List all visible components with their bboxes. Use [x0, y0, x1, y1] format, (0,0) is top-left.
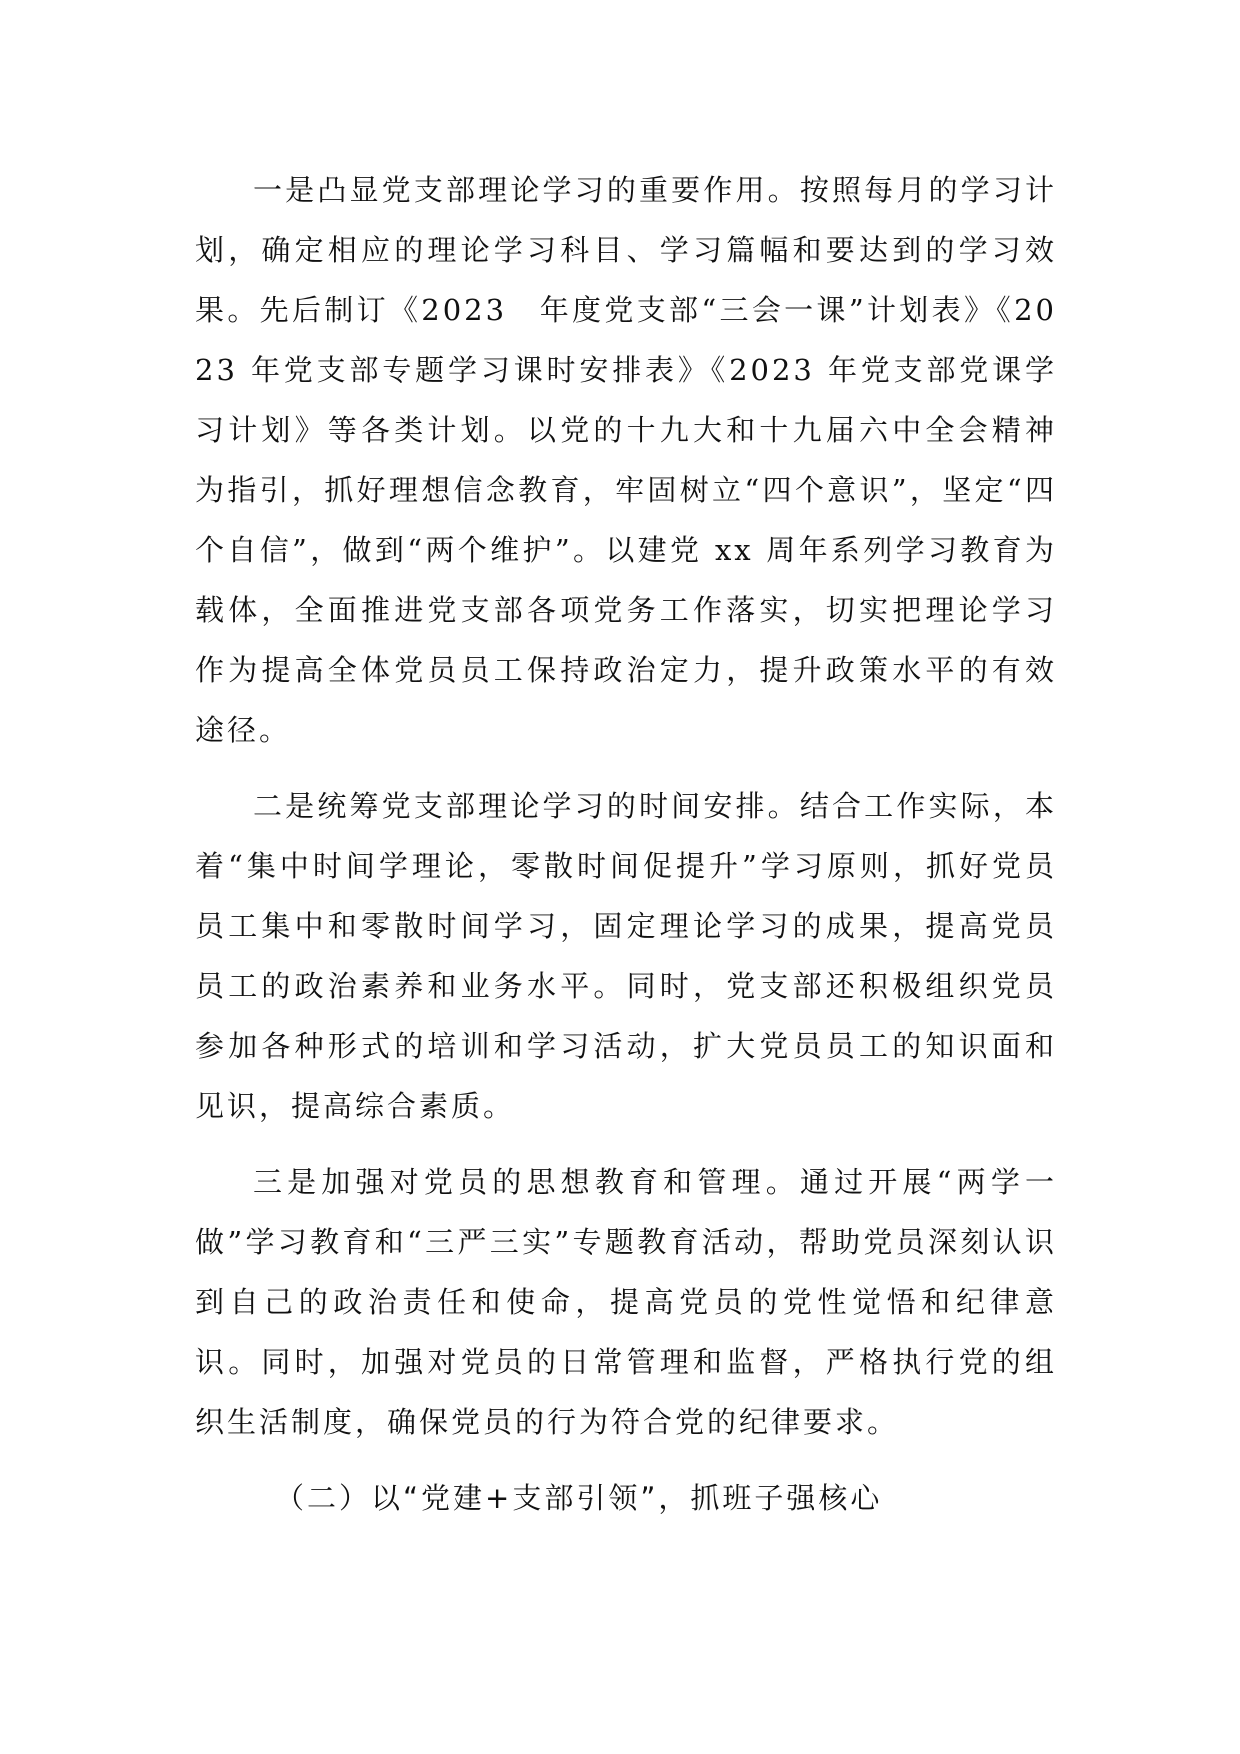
- section-heading: （二）以“党建+支部引领”，抓班子强核心: [275, 1481, 883, 1515]
- paragraph-member-education-management: 三是加强对党员的思想教育和管理。通过开展“两学一做”学习教育和“三严三实”专题教育活动，帮助党员深刻认识到自己的政治责任和使命，提高党员的党性觉悟和纪律意识。同时，加强对党员的日常管理和监督，严格执行党的组织生活制度，确保党员的行为符合党的纪律要求。: [195, 1165, 1057, 1439]
- document-body: [195, 160, 1057, 1528]
- paragraph-study-time-arrangement: 二是统筹党支部理论学习的时间安排。结合工作实际，本着“集中时间学理论，零散时间促提升”学习原则，抓好党员员工集中和零散时间学习，固定理论学习的成果，提高党员员工的政治素养和业务水平。同时，党支部还积极组织党员参加各种形式的培训和学习活动，扩大党员员工的知识面和见识，提高综合素质。: [195, 789, 1057, 1123]
- paragraph-theory-study-role: 一是凸显党支部理论学习的重要作用。按照每月的学习计划，确定相应的理论学习科目、学习篇幅和要达到的学习效果。先后制订《2023 年度党支部“三会一课”计划表》《2023 年党支部专题学习课时安排表》《2023 年党支部党课学习计划》等各类计划。以党的十九大和十九届六中全会精神为指引，抓好理想信念教育，牢固树立“四个意识”，坚定“四个自信”，做到“两个维护”。以建党 xx 周年系列学习教育为载体，全面推进党支部各项党务工作落实，切实把理论学习作为提高全体党员员工保持政治定力，提升政策水平的有效途径。: [195, 173, 1057, 747]
